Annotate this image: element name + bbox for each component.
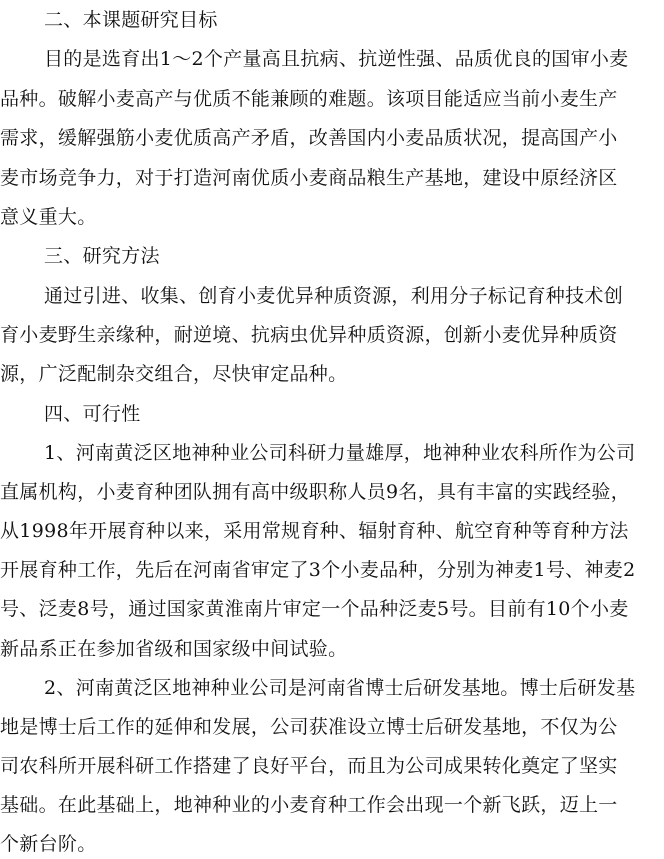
text-line: 目的是选育出1～2个产量高且抗病、抗逆性强、品质优良的国审小麦 [44,48,629,70]
text-line: 1、河南黄泛区地神种业公司科研力量雄厚，地神种业农科所作为公司 [44,442,636,464]
text-line: 麦市场竞争力，对于打造河南优质小麦商品粮生产基地，建设中原经济区 [0,167,618,189]
text-line: 个新台阶。 [0,833,97,855]
text-line: 基础。在此基础上，地神种业的小麦育种工作会出现一个新飞跃，迈上一 [0,794,618,816]
text-line: 新品系正在参加省级和国家级中间试验。 [0,638,348,660]
text-line: 直属机构，小麦育种团队拥有高中级职称人员9名，具有丰富的实践经验， [0,481,630,503]
text-line: 司农科所开展科研工作搭建了良好平台，而且为公司成果转化奠定了坚实 [0,755,618,777]
text-line: 品种。破解小麦高产与优质不能兼顾的难题。该项目能适应当前小麦生产 [0,88,618,110]
text-line: 地是博士后工作的延伸和发展，公司获准设立博士后研发基地，不仅为公 [0,716,618,738]
text-line: 育小麦野生亲缘种，耐逆境、抗病虫优异种质资源，创新小麦优异种质资 [0,324,618,346]
text-line: 号、泛麦8号，通过国家黄淮南片审定一个品种泛麦5号。目前有10个小麦 [0,598,629,620]
text-line: 源，广泛配制杂交组合，尽快审定品种。 [0,363,348,385]
section-heading-methods: 三、研究方法 [44,245,160,267]
text-line: 2、河南黄泛区地神种业公司是河南省博士后研发基地。博士后研发基 [44,677,636,699]
text-line: 开展育种工作，先后在河南省审定了3个小麦品种，分别为神麦1号、神麦2 [0,559,636,581]
section-heading-feasibility: 四、可行性 [44,403,141,425]
text-line: 通过引进、收集、创育小麦优异种质资源，利用分子标记育种技术创 [44,285,624,307]
text-line: 意义重大。 [0,206,97,228]
text-line: 需求，缓解强筋小麦优质高产矛盾，改善国内小麦品质状况，提高国产小 [0,127,618,149]
section-heading-goals: 二、本课题研究目标 [44,9,218,31]
text-line: 从1998年开展育种以来，采用常规育种、辐射育种、航空育种等育种方法 [0,520,629,542]
